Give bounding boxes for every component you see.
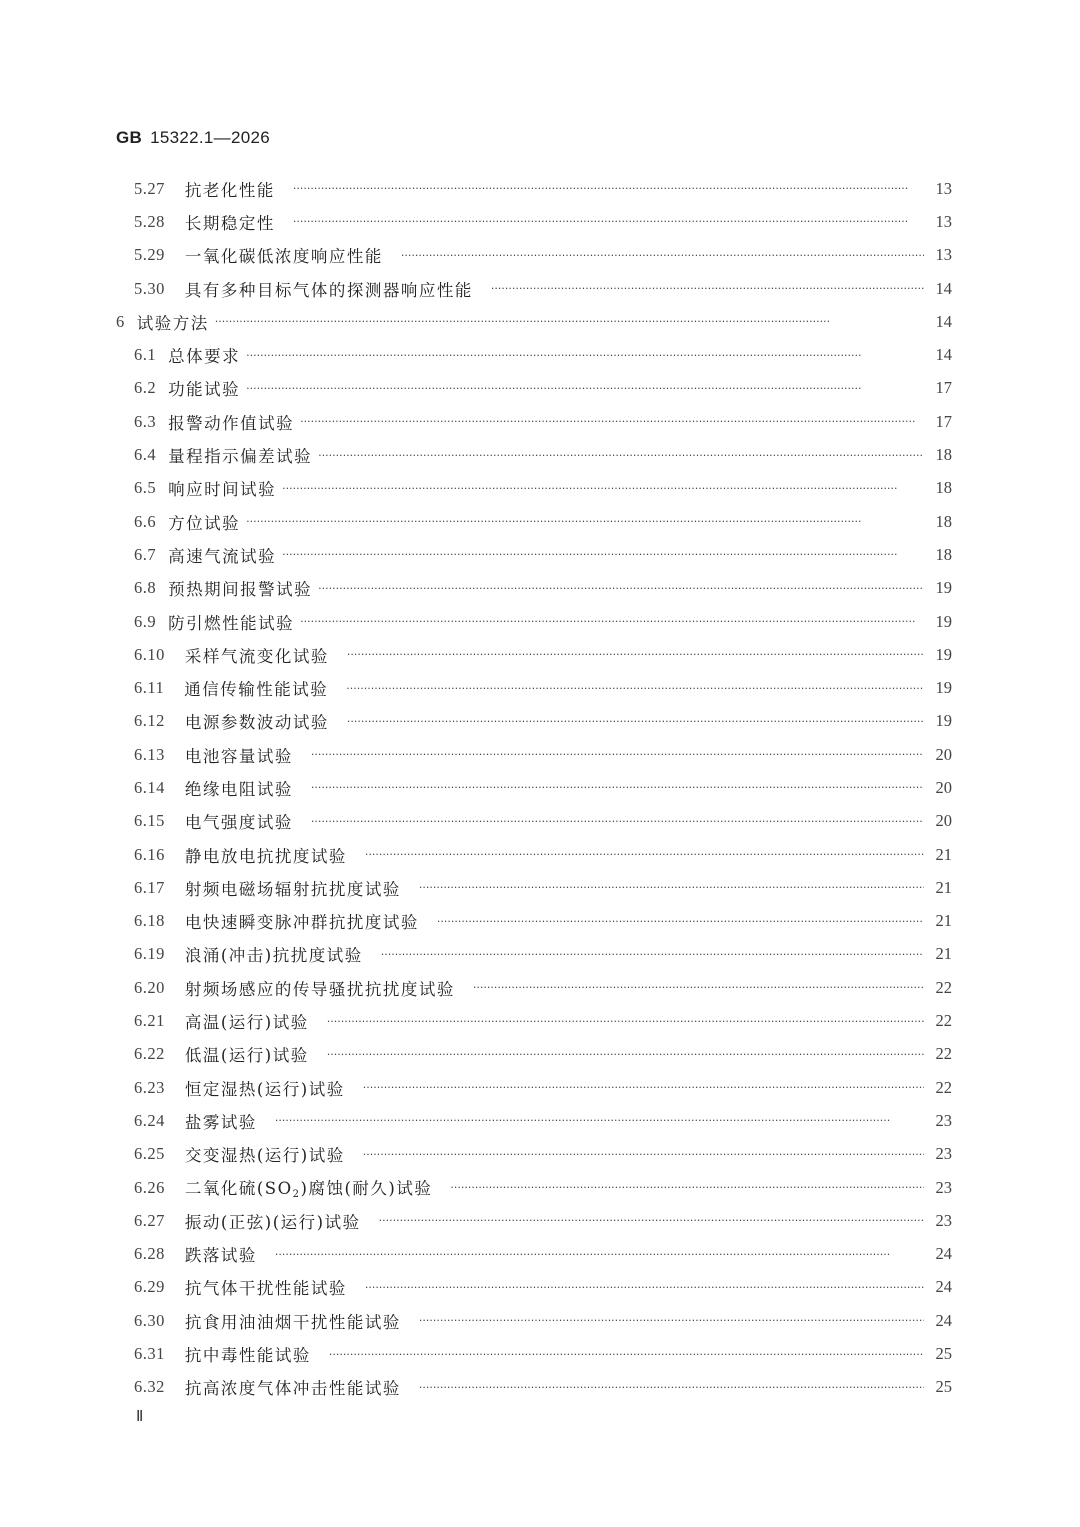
toc-dot-leader <box>381 948 924 961</box>
toc-entry-page: 14 <box>935 278 952 298</box>
toc-entry[interactable] <box>116 971 952 1004</box>
toc-entry-title: 浪涌(冲击)抗扰度试验 <box>184 946 363 966</box>
toc-entry-number: 5.30 <box>134 278 165 298</box>
toc-entry-page: 23 <box>935 1177 952 1197</box>
toc-entry-page: 18 <box>935 511 952 531</box>
toc-entry-number: 6.27 <box>134 1210 165 1230</box>
toc-entry[interactable] <box>116 272 952 305</box>
toc-entry-page: 23 <box>935 1110 952 1130</box>
toc-entry-title: 长期稳定性 <box>184 213 275 233</box>
toc-entry[interactable] <box>116 1204 952 1237</box>
toc-entry-title: 防引燃性能试验 <box>168 613 295 633</box>
toc-entry-number: 6.20 <box>134 977 165 997</box>
toc-entry[interactable] <box>116 305 952 338</box>
toc-entry-title: 抗气体干扰性能试验 <box>184 1279 347 1299</box>
toc-entry-number: 6.9 <box>134 611 157 631</box>
toc-entry[interactable] <box>116 1171 952 1204</box>
toc-dot-leader <box>246 515 924 528</box>
toc-entry-number: 6.10 <box>134 644 165 664</box>
toc-entry-page: 13 <box>935 178 952 198</box>
toc-entry-number: 6.5 <box>134 478 157 498</box>
toc-entry-title: 方位试验 <box>168 513 241 533</box>
toc-entry-page: 22 <box>935 1077 952 1097</box>
toc-entry-number: 6.28 <box>134 1244 165 1264</box>
toc-entry[interactable] <box>116 1104 952 1137</box>
toc-entry[interactable] <box>116 239 952 272</box>
toc-entry[interactable] <box>116 505 952 538</box>
toc-entry-page: 13 <box>935 211 952 231</box>
toc-entry-number: 6.25 <box>134 1144 165 1164</box>
toc-dot-leader <box>327 1048 924 1061</box>
toc-entry-number: 5.29 <box>134 245 165 265</box>
toc-entry-title: 射频场感应的传导骚扰抗扰度试验 <box>184 979 455 999</box>
toc-entry-page: 22 <box>935 977 952 997</box>
toc-dot-leader <box>275 1248 924 1261</box>
toc-entry-title: 电快速瞬变脉冲群抗扰度试验 <box>184 913 419 933</box>
toc-entry[interactable] <box>116 738 952 771</box>
toc-entry-page: 20 <box>935 777 952 797</box>
toc-entry[interactable] <box>116 472 952 505</box>
toc-entry-number: 6.22 <box>134 1044 165 1064</box>
toc-entry-page: 18 <box>935 544 952 564</box>
toc-dot-leader <box>282 548 924 561</box>
toc-dot-leader <box>379 1214 924 1227</box>
toc-entry[interactable] <box>116 172 952 205</box>
toc-entry[interactable] <box>116 372 952 405</box>
toc-entry[interactable] <box>116 1371 952 1404</box>
toc-dot-leader <box>419 1314 924 1327</box>
toc-entry-page: 20 <box>935 744 952 764</box>
toc-entry-page: 21 <box>935 944 952 964</box>
toc-entry-page: 19 <box>935 611 952 631</box>
toc-entry[interactable] <box>116 1337 952 1370</box>
toc-dot-leader <box>311 781 924 794</box>
toc-entry-title: 试验方法 <box>136 313 209 333</box>
toc-entry[interactable] <box>116 572 952 605</box>
toc-entry-page: 17 <box>935 378 952 398</box>
toc-entry-title: 功能试验 <box>168 380 241 400</box>
toc-entry-number: 6.18 <box>134 911 165 931</box>
toc-dot-leader <box>246 349 924 362</box>
toc-entry-title: 跌落试验 <box>184 1246 257 1266</box>
toc-entry-number: 6.26 <box>134 1177 165 1197</box>
toc-entry-title: 抗高浓度气体冲击性能试验 <box>184 1379 401 1399</box>
toc-dot-leader <box>327 1015 924 1028</box>
toc-dot-leader <box>346 682 924 695</box>
toc-entry-page: 23 <box>935 1210 952 1230</box>
toc-entry-number: 6.17 <box>134 877 165 897</box>
toc-entry-title: 具有多种目标气体的探测器响应性能 <box>184 280 473 300</box>
toc-entry[interactable] <box>116 1271 952 1304</box>
toc-entry[interactable] <box>116 405 952 438</box>
toc-dot-leader <box>318 582 924 595</box>
toc-entry-title: 一氧化碳低浓度响应性能 <box>184 247 383 267</box>
toc-entry-number: 6.32 <box>134 1377 165 1397</box>
toc-entry-title: 振动(正弦)(运行)试验 <box>184 1212 361 1232</box>
toc-entry-page: 24 <box>935 1277 952 1297</box>
toc-dot-leader <box>293 215 924 228</box>
toc-dot-leader <box>300 415 924 428</box>
toc-entry-page: 18 <box>935 478 952 498</box>
toc-entry-number: 6.16 <box>134 844 165 864</box>
toc-dot-leader <box>282 482 924 495</box>
toc-entry-title: 射频电磁场辐射抗扰度试验 <box>184 879 401 899</box>
toc-entry-title: 抗食用油油烟干扰性能试验 <box>184 1312 401 1332</box>
toc-entry-number: 6.21 <box>134 1011 165 1031</box>
toc-entry[interactable] <box>116 871 952 904</box>
toc-entry-page: 25 <box>935 1344 952 1364</box>
toc-entry-number: 6.3 <box>134 411 157 431</box>
toc-entry-page: 21 <box>935 877 952 897</box>
toc-entry-page: 25 <box>935 1377 952 1397</box>
toc-entry-title: 低温(运行)试验 <box>184 1046 309 1066</box>
toc-entry-page: 17 <box>935 411 952 431</box>
toc-entry[interactable] <box>116 1304 952 1337</box>
toc-entry-number: 5.28 <box>134 211 165 231</box>
toc-entry[interactable] <box>116 905 952 938</box>
toc-entry-title: 交变湿热(运行)试验 <box>184 1146 345 1166</box>
toc-entry-page: 19 <box>935 644 952 664</box>
toc-dot-leader <box>365 1281 924 1294</box>
toc-entry[interactable] <box>116 438 952 471</box>
toc-entry-number: 6.2 <box>134 378 157 398</box>
toc-entry[interactable] <box>116 705 952 738</box>
toc-dot-leader <box>419 881 924 894</box>
toc-entry[interactable] <box>116 1071 952 1104</box>
toc-entry-title: 抗中毒性能试验 <box>184 1346 311 1366</box>
toc-entry-number: 6.6 <box>134 511 157 531</box>
toc-entry-page: 14 <box>935 345 952 365</box>
toc-entry[interactable] <box>116 638 952 671</box>
toc-entry-title: 电气强度试验 <box>184 813 293 833</box>
toc-entry-title: 电源参数波动试验 <box>184 713 329 733</box>
toc-entry[interactable] <box>116 338 952 371</box>
standard-code: GB <box>116 128 143 147</box>
toc-entry-number: 6.29 <box>134 1277 165 1297</box>
toc-entry-title: 量程指示偏差试验 <box>168 447 313 467</box>
toc-dot-leader <box>401 249 924 262</box>
toc-dot-leader <box>311 815 924 828</box>
toc-dot-leader <box>365 848 924 861</box>
toc-entry-title: 恒定湿热(运行)试验 <box>184 1079 345 1099</box>
toc-dot-leader <box>419 1381 924 1394</box>
toc-entry[interactable] <box>116 1038 952 1071</box>
toc-entry-title: 总体要求 <box>168 347 241 367</box>
toc-entry-page: 18 <box>935 445 952 465</box>
toc-entry[interactable] <box>116 605 952 638</box>
toc-entry-title-part: 二氧化硫(SO <box>184 1179 293 1199</box>
toc-entry-title: 通信传输性能试验 <box>184 680 329 700</box>
toc-dot-leader <box>347 648 924 661</box>
standard-number-value: 15322.1—2026 <box>150 128 270 147</box>
toc-entry-title: 盐雾试验 <box>184 1112 257 1132</box>
toc-entry-title: 绝缘电阻试验 <box>184 779 293 799</box>
toc-entry[interactable] <box>116 805 952 838</box>
toc-entry-title: 采样气流变化试验 <box>184 646 329 666</box>
toc-entry-number: 6.8 <box>134 578 157 598</box>
toc-entry-number: 6.13 <box>134 744 165 764</box>
toc-entry[interactable] <box>116 1138 952 1171</box>
toc-entry-title: 静电放电抗扰度试验 <box>184 846 347 866</box>
toc-dot-leader <box>246 382 924 395</box>
toc-entry-number: 6.24 <box>134 1110 165 1130</box>
toc-entry[interactable] <box>116 771 952 804</box>
toc-entry-title: 抗老化性能 <box>184 180 275 200</box>
toc-entry-page: 19 <box>935 578 952 598</box>
toc-entry-number: 6.15 <box>134 811 165 831</box>
toc-dot-leader <box>473 981 924 994</box>
toc-dot-leader <box>329 1348 924 1361</box>
toc-dot-leader <box>363 1148 924 1161</box>
toc-entry[interactable] <box>116 1004 952 1037</box>
toc-dot-leader <box>491 282 924 295</box>
toc-entry-page: 22 <box>935 1044 952 1064</box>
toc-dot-leader <box>318 449 924 462</box>
toc-dot-leader <box>363 1081 924 1094</box>
toc-entry[interactable] <box>116 1238 952 1271</box>
toc-dot-leader <box>347 715 924 728</box>
toc-entry-title: 响应时间试验 <box>168 480 277 500</box>
toc-entry-page: 19 <box>935 678 952 698</box>
toc-entry-title: 高速气流试验 <box>168 546 277 566</box>
toc-entry-title-subscript: 2 <box>292 1189 301 1201</box>
toc-entry-number: 6.7 <box>134 544 157 564</box>
toc-entry-number: 6.11 <box>134 678 165 698</box>
toc-entry-number: 6.1 <box>134 345 157 365</box>
toc-entry[interactable] <box>116 838 952 871</box>
toc-entry-number: 6.4 <box>134 445 157 465</box>
toc-entry-page: 21 <box>935 844 952 864</box>
toc-dot-leader <box>215 315 924 328</box>
standard-number <box>116 128 270 148</box>
toc-entry-title-part: )腐蚀(耐久)试验 <box>300 1179 433 1199</box>
toc-entry[interactable] <box>116 538 952 571</box>
toc-entry-page: 24 <box>935 1310 952 1330</box>
toc-entry-page: 21 <box>935 911 952 931</box>
toc-entry-page: 22 <box>935 1011 952 1031</box>
toc-entry-title: 电池容量试验 <box>184 746 293 766</box>
toc-entry-number: 6.12 <box>134 711 165 731</box>
toc-entry[interactable] <box>116 671 952 704</box>
toc-dot-leader <box>450 1181 924 1194</box>
toc-entry-page: 13 <box>935 245 952 265</box>
toc-entry-page: 19 <box>935 711 952 731</box>
toc-entry-number: 6.31 <box>134 1344 165 1364</box>
toc-entry-number: 6.23 <box>134 1077 165 1097</box>
toc-entry-title <box>185 1175 432 1200</box>
toc-entry-page: 23 <box>935 1144 952 1164</box>
toc-dot-leader <box>275 1114 924 1127</box>
toc-dot-leader <box>311 748 924 761</box>
toc-entry-number: 5.27 <box>134 178 165 198</box>
toc-entry-page: 20 <box>935 811 952 831</box>
toc-entry-title: 预热期间报警试验 <box>168 580 313 600</box>
toc-entry[interactable] <box>116 205 952 238</box>
toc-entry-number: 6.19 <box>134 944 165 964</box>
toc-dot-leader <box>437 915 924 928</box>
toc-dot-leader <box>300 615 924 628</box>
toc-entry-title: 报警动作值试验 <box>168 413 295 433</box>
toc-entry-title: 高温(运行)试验 <box>184 1013 309 1033</box>
table-of-contents <box>116 172 952 1404</box>
toc-entry-number: 6.14 <box>134 777 165 797</box>
page-folio: Ⅱ <box>136 1409 144 1425</box>
toc-entry-number: 6 <box>116 311 125 331</box>
toc-entry[interactable] <box>116 938 952 971</box>
toc-entry-page: 14 <box>935 311 952 331</box>
toc-entry-number: 6.30 <box>134 1310 165 1330</box>
toc-dot-leader <box>293 182 924 195</box>
toc-entry-page: 24 <box>935 1244 952 1264</box>
